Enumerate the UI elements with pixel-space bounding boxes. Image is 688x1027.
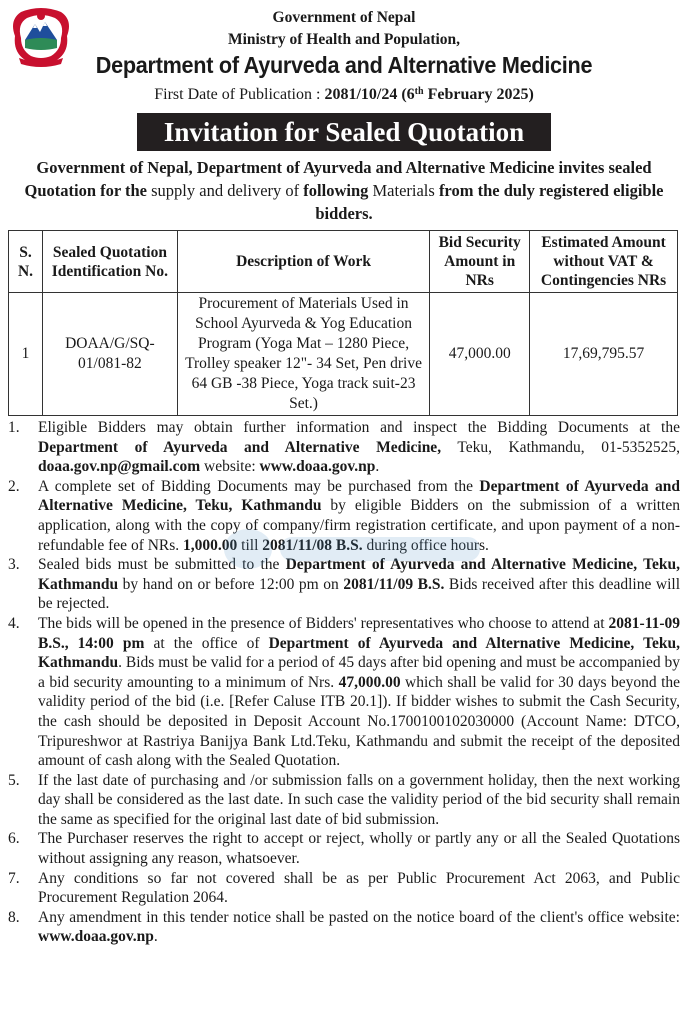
list-item: 1. Eligible Bidders may obtain further information and inspect the Bidding Documents at the Department of Ayurveda and Alternative Medicine, Teku, Kathmandu, 01-5352525, doaa.gov.np@gmail.com website: www.doaa.gov.np. (8, 419, 680, 476)
website-link[interactable]: www.doaa.gov.np (38, 928, 154, 946)
intro-paragraph: Government of Nepal, Department of Ayurveda and Alternative Medicine invites sealed Quotation for the supply and delivery of following Materials from the duly registered eligible bidders. (24, 158, 664, 223)
header-description: Description of Work (177, 231, 429, 293)
list-item: 3. Sealed bids must be submitted to the Department of Ayurveda and Alternative Medicine, Teku, Kathmandu by hand on or before 12:00 pm on 2081/11/09 B.S. Bids received after this deadline will be rejected. (8, 556, 681, 613)
cell-description: Procurement of Materials Used in School Ayurveda & Yog Education Program (Yoga Mat – 1280 Piece, Trolley speaker 12"- 34 Set, Pen drive 64 GB -38 Piece, Yoga track suit-23 Set.) (177, 293, 429, 416)
list-item: 8. Any amendment in this tender notice shall be pasted on the notice board of the client's office website: www.doaa.gov.np. (8, 908, 680, 946)
cell-estimate: 17,69,795.57 (530, 293, 678, 416)
list-item: 2. A complete set of Bidding Documents may be purchased from the Department of Ayurveda and Alternative Medicine, Teku, Kathmandu by eligible Bidders on the submission of a written application, along with the copy of company/firm registration certificate, and upon payment of a non-refundable fee of NRs. 1,000.00 till 2081/11/08 B.S. during office hours. (8, 477, 680, 554)
header-id: Sealed Quotation Identification No. (42, 231, 177, 293)
header-bid-security: Bid Security Amount in NRs (430, 231, 530, 293)
conditions-list (8, 418, 680, 947)
cell-bid-security: 47,000.00 (430, 293, 530, 416)
government-line: Government of Nepal (272, 9, 416, 26)
header-estimate: Estimated Amount without VAT & Contingencies NRs (530, 231, 678, 293)
ministry-line: Ministry of Health and Population, (227, 31, 461, 48)
publication-date: First Date of Publication : 2081/10/24 (6th February 2025) (154, 86, 534, 103)
list-item: 6. The Purchaser reserves the right to accept or reject, wholly or partly any or all the Sealed Quotations without assigning any reason, whatsoever. (8, 830, 680, 868)
table-row (9, 293, 678, 416)
cell-sn: 1 (9, 293, 43, 416)
notice-title-banner: Invitation for Sealed Quotation (137, 113, 551, 151)
header-sn: S. N. (9, 231, 43, 293)
list-item: 5. If the last date of purchasing and /or submission falls on a government holiday, then the next working day shall be considered as the last date. In such case the validity period of the bid security shall remain the same as specified for the original last date of bid submission. (8, 771, 680, 828)
table-header-row (9, 231, 678, 293)
cell-id: DOAA/G/SQ-01/081-82 (42, 293, 177, 416)
quotation-table (8, 230, 678, 416)
website-link[interactable]: www.doaa.gov.np (259, 458, 376, 476)
email-link[interactable]: doaa.gov.np@gmail.com (38, 458, 201, 476)
list-item: 4. The bids will be opened in the presence of Bidders' representatives who choose to attend at 2081-11-09 B.S., 14:00 pm at the office of Department of Ayurveda and Alternative Medicine, Teku, Kathmandu. Bids must be valid for a period of 45 days after bid opening and must be accompanied by a bid security amounting to a minimum of Nrs. 47,000.00 which shall be valid for 30 days beyond the validity period of the bid (i.e. [Refer Caluse ITB 20.1]). If bidder wishes to submit the Cash Security, the cash should be deposited in Deposit Account No.1700100102030000 (Account Name: DTCO, Tripureshwor at Rastriya Banijya Bank Ltd.Teku, Kathmandu and submit the receipt of the deposited amount of cash along with the Sealed Quotation. (8, 614, 681, 770)
list-item: 7. Any conditions so far not covered shall be as per Public Procurement Act 2063, and Public Procurement Regulation 2064. (8, 869, 680, 907)
department-title: Department of Ayurveda and Alternative Medicine (95, 52, 593, 78)
